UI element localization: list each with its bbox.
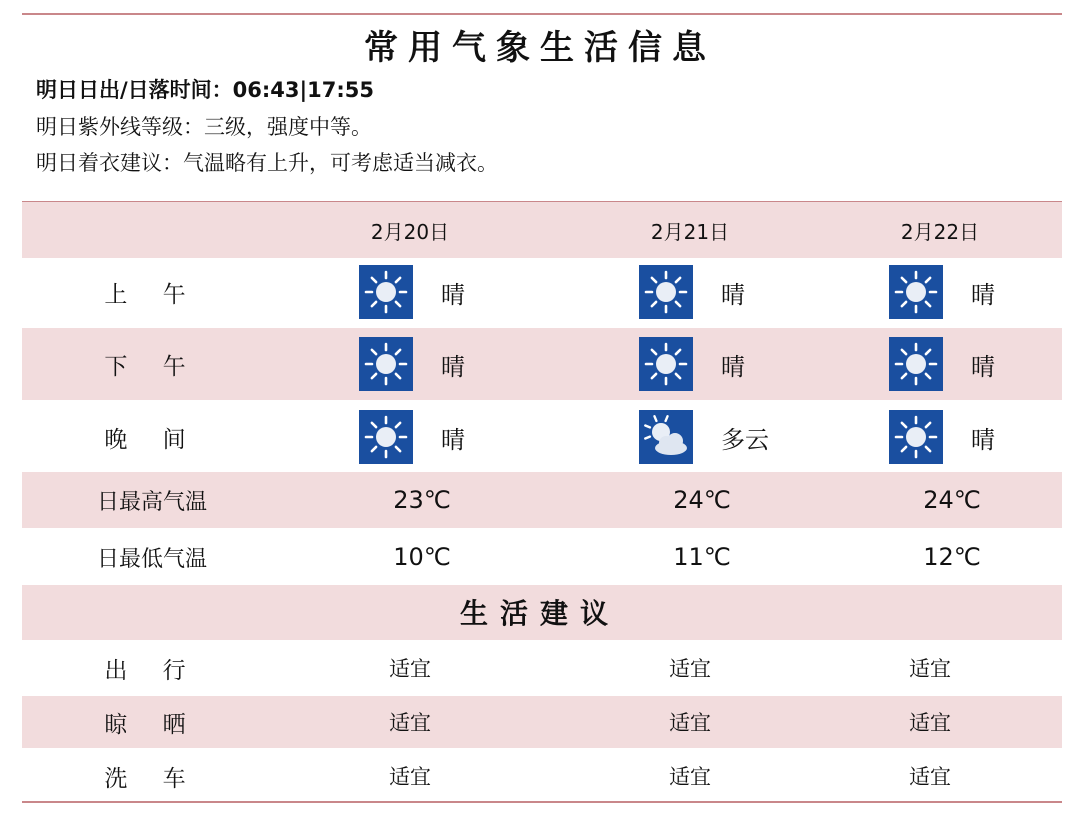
period-label: 上 午 (104, 281, 200, 308)
weather-entry (889, 265, 1031, 319)
advice-value: 适宜 (909, 657, 951, 681)
sun-icon (359, 337, 413, 391)
weather-cell (625, 334, 795, 394)
low-temp-label: 日最低气温 (96, 546, 207, 572)
weather-entry (359, 265, 501, 319)
advice-value: 适宜 (669, 657, 711, 681)
advice-section-title: 生活建议 (459, 597, 620, 630)
date-header: 2月21日 (650, 219, 730, 244)
advice-value: 适宜 (669, 711, 711, 735)
page-title: 常用气象生活信息 (364, 28, 716, 68)
weather-entry (639, 410, 781, 464)
sun-icon (889, 410, 943, 464)
low-temp-value: 11℃ (673, 543, 731, 571)
weather-cell (875, 262, 1045, 322)
date-header: 2月22日 (900, 219, 980, 244)
period-label: 下 午 (104, 353, 200, 380)
sunrise-line (36, 75, 374, 105)
advice-label: 出 行 (104, 657, 200, 684)
sunrise-value: 06:43|17:55 (232, 78, 375, 102)
weather-cell (875, 334, 1045, 394)
sunrise-label: 明日日出/日落时间： (36, 78, 233, 102)
bottom-rule (22, 801, 1062, 803)
advice-label: 晾 晒 (104, 711, 200, 738)
weather-text: 晴 (441, 280, 465, 309)
weather-entry (359, 337, 501, 391)
weather-text: 晴 (721, 352, 745, 381)
clothing-line: 明日着衣建议：气温略有上升，可考虑适当减衣。 (36, 151, 498, 175)
partly-cloudy-icon (639, 410, 693, 464)
date-header: 2月20日 (370, 219, 450, 244)
sun-icon (359, 410, 413, 464)
weather-cell (345, 334, 515, 394)
weather-entry (359, 410, 501, 464)
weather-text: 晴 (971, 425, 995, 454)
high-temp-value: 23℃ (393, 486, 451, 514)
period-label: 晚 间 (104, 426, 200, 453)
advice-value: 适宜 (389, 657, 431, 681)
weather-entry (639, 265, 781, 319)
weather-text: 晴 (971, 280, 995, 309)
sun-icon (639, 265, 693, 319)
weather-cell (625, 407, 795, 467)
weather-cell (345, 407, 515, 467)
weather-text: 多云 (721, 425, 769, 454)
weather-cell (625, 262, 795, 322)
weather-entry (889, 410, 1031, 464)
sun-icon (639, 337, 693, 391)
weather-text: 晴 (971, 352, 995, 381)
sun-icon (889, 265, 943, 319)
weather-entry (639, 337, 781, 391)
advice-value: 适宜 (389, 711, 431, 735)
weather-cell (345, 262, 515, 322)
advice-label: 洗 车 (104, 765, 200, 792)
weather-cell (875, 407, 1045, 467)
weather-text: 晴 (721, 280, 745, 309)
high-temp-value: 24℃ (923, 486, 981, 514)
advice-value: 适宜 (909, 765, 951, 789)
low-temp-value: 12℃ (923, 543, 981, 571)
high-temp-label: 日最高气温 (96, 489, 207, 515)
sun-icon (359, 265, 413, 319)
weather-text: 晴 (441, 425, 465, 454)
advice-value: 适宜 (909, 711, 951, 735)
top-rule (22, 13, 1062, 15)
uv-line: 明日紫外线等级：三级，强度中等。 (36, 115, 372, 139)
weather-text: 晴 (441, 352, 465, 381)
sun-icon (889, 337, 943, 391)
advice-value: 适宜 (669, 765, 711, 789)
high-temp-value: 24℃ (673, 486, 731, 514)
low-temp-value: 10℃ (393, 543, 451, 571)
weather-entry (889, 337, 1031, 391)
advice-value: 适宜 (389, 765, 431, 789)
